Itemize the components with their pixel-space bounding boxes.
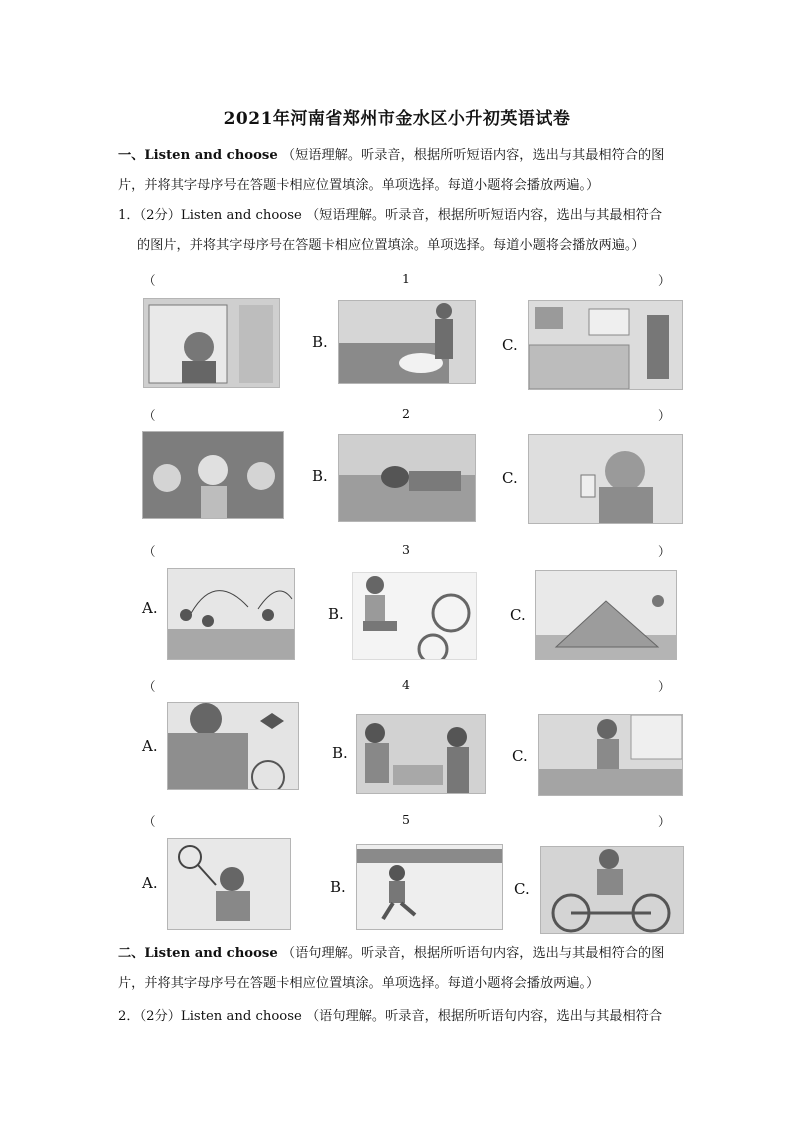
option-label: B. (328, 605, 344, 623)
boy-fallen-bike-picture[interactable] (352, 572, 477, 660)
section2-heading (118, 939, 688, 969)
person-drinking-picture[interactable] (528, 434, 683, 524)
option-label: C. (512, 747, 528, 765)
answer-bracket-close: ） (658, 408, 671, 423)
answer-bracket-close: ） (658, 273, 671, 288)
row-number-line (0, 406, 794, 422)
row-number-line (0, 542, 794, 558)
section2-heading-label: 二、Listen and choose (118, 946, 278, 961)
row-number-line (0, 271, 794, 287)
family-picnic-picture[interactable] (356, 714, 486, 794)
answer-bracket-close: ） (658, 544, 671, 559)
row-number-line (0, 677, 794, 693)
boy-at-window-picture[interactable] (143, 298, 280, 388)
section1-heading-line2: 片，并将其字母序号在答题卡相应位置填涂。单项选择。每道小题将会播放两遍。） (118, 178, 600, 193)
row-number: 5 (402, 812, 410, 827)
section2-heading-line2: 片，并将其字母序号在答题卡相应位置填涂。单项选择。每道小题将会播放两遍。） (118, 976, 600, 991)
option-label: C. (510, 606, 526, 624)
section1-heading-text: （短语理解。听录音，根据所听短语内容，选出与其最相符合的图 (281, 148, 665, 163)
option-label: B. (330, 878, 346, 896)
row-number: 4 (402, 677, 410, 692)
riding-bike-picture[interactable] (540, 846, 684, 934)
option-label: A. (142, 599, 158, 617)
child-sleeping-picture[interactable] (338, 434, 476, 522)
question1-line2: 的图片，并将其字母序号在答题卡相应位置填涂。单项选择。每道小题将会播放两遍。） (137, 238, 645, 253)
running-picture[interactable] (356, 844, 503, 930)
question2-line1: 2．（2分）Listen and choose （语句理解。听录音，根据所听语句内容，选出与其最相符合 (118, 1009, 663, 1024)
section1-heading-label: 一、Listen and choose (118, 148, 278, 163)
answer-bracket-open: （ (143, 679, 156, 694)
fishing-picture[interactable] (167, 568, 295, 660)
option-label: C. (502, 469, 518, 487)
children-eating-picture[interactable] (142, 431, 284, 519)
section2-heading-text: （语句理解。听录音，根据所听语句内容，选出与其最相符合的图 (281, 946, 665, 961)
question1-line1: 1．（2分）Listen and choose （短语理解。听录音，根据所听短语内容，选出与其最相符合 (118, 208, 663, 223)
section1-heading (118, 141, 688, 171)
person-washing-picture[interactable] (338, 300, 476, 384)
answer-bracket-close: ） (658, 814, 671, 829)
option-label: C. (502, 336, 518, 354)
catching-butterfly-picture[interactable] (167, 702, 299, 790)
option-label: C. (514, 880, 530, 898)
badminton-picture[interactable] (167, 838, 291, 930)
answer-bracket-open: （ (143, 408, 156, 423)
answer-bracket-close: ） (658, 679, 671, 694)
kitchen-picture[interactable] (528, 300, 683, 390)
answer-bracket-open: （ (143, 273, 156, 288)
option-label: B. (312, 467, 328, 485)
row-number: 1 (402, 271, 410, 286)
cooking-picture[interactable] (538, 714, 683, 796)
row-number: 2 (402, 406, 410, 421)
option-label: A. (142, 737, 158, 755)
tent-camping-picture[interactable] (535, 570, 677, 660)
answer-bracket-open: （ (143, 544, 156, 559)
option-label: B. (332, 744, 348, 762)
row-number-line (0, 812, 794, 828)
answer-bracket-open: （ (143, 814, 156, 829)
page-title: 2021年河南省郑州市金水区小升初英语试卷 (223, 109, 571, 129)
row-number: 3 (402, 542, 410, 557)
option-label: B. (312, 333, 328, 351)
option-label: A. (142, 874, 158, 892)
